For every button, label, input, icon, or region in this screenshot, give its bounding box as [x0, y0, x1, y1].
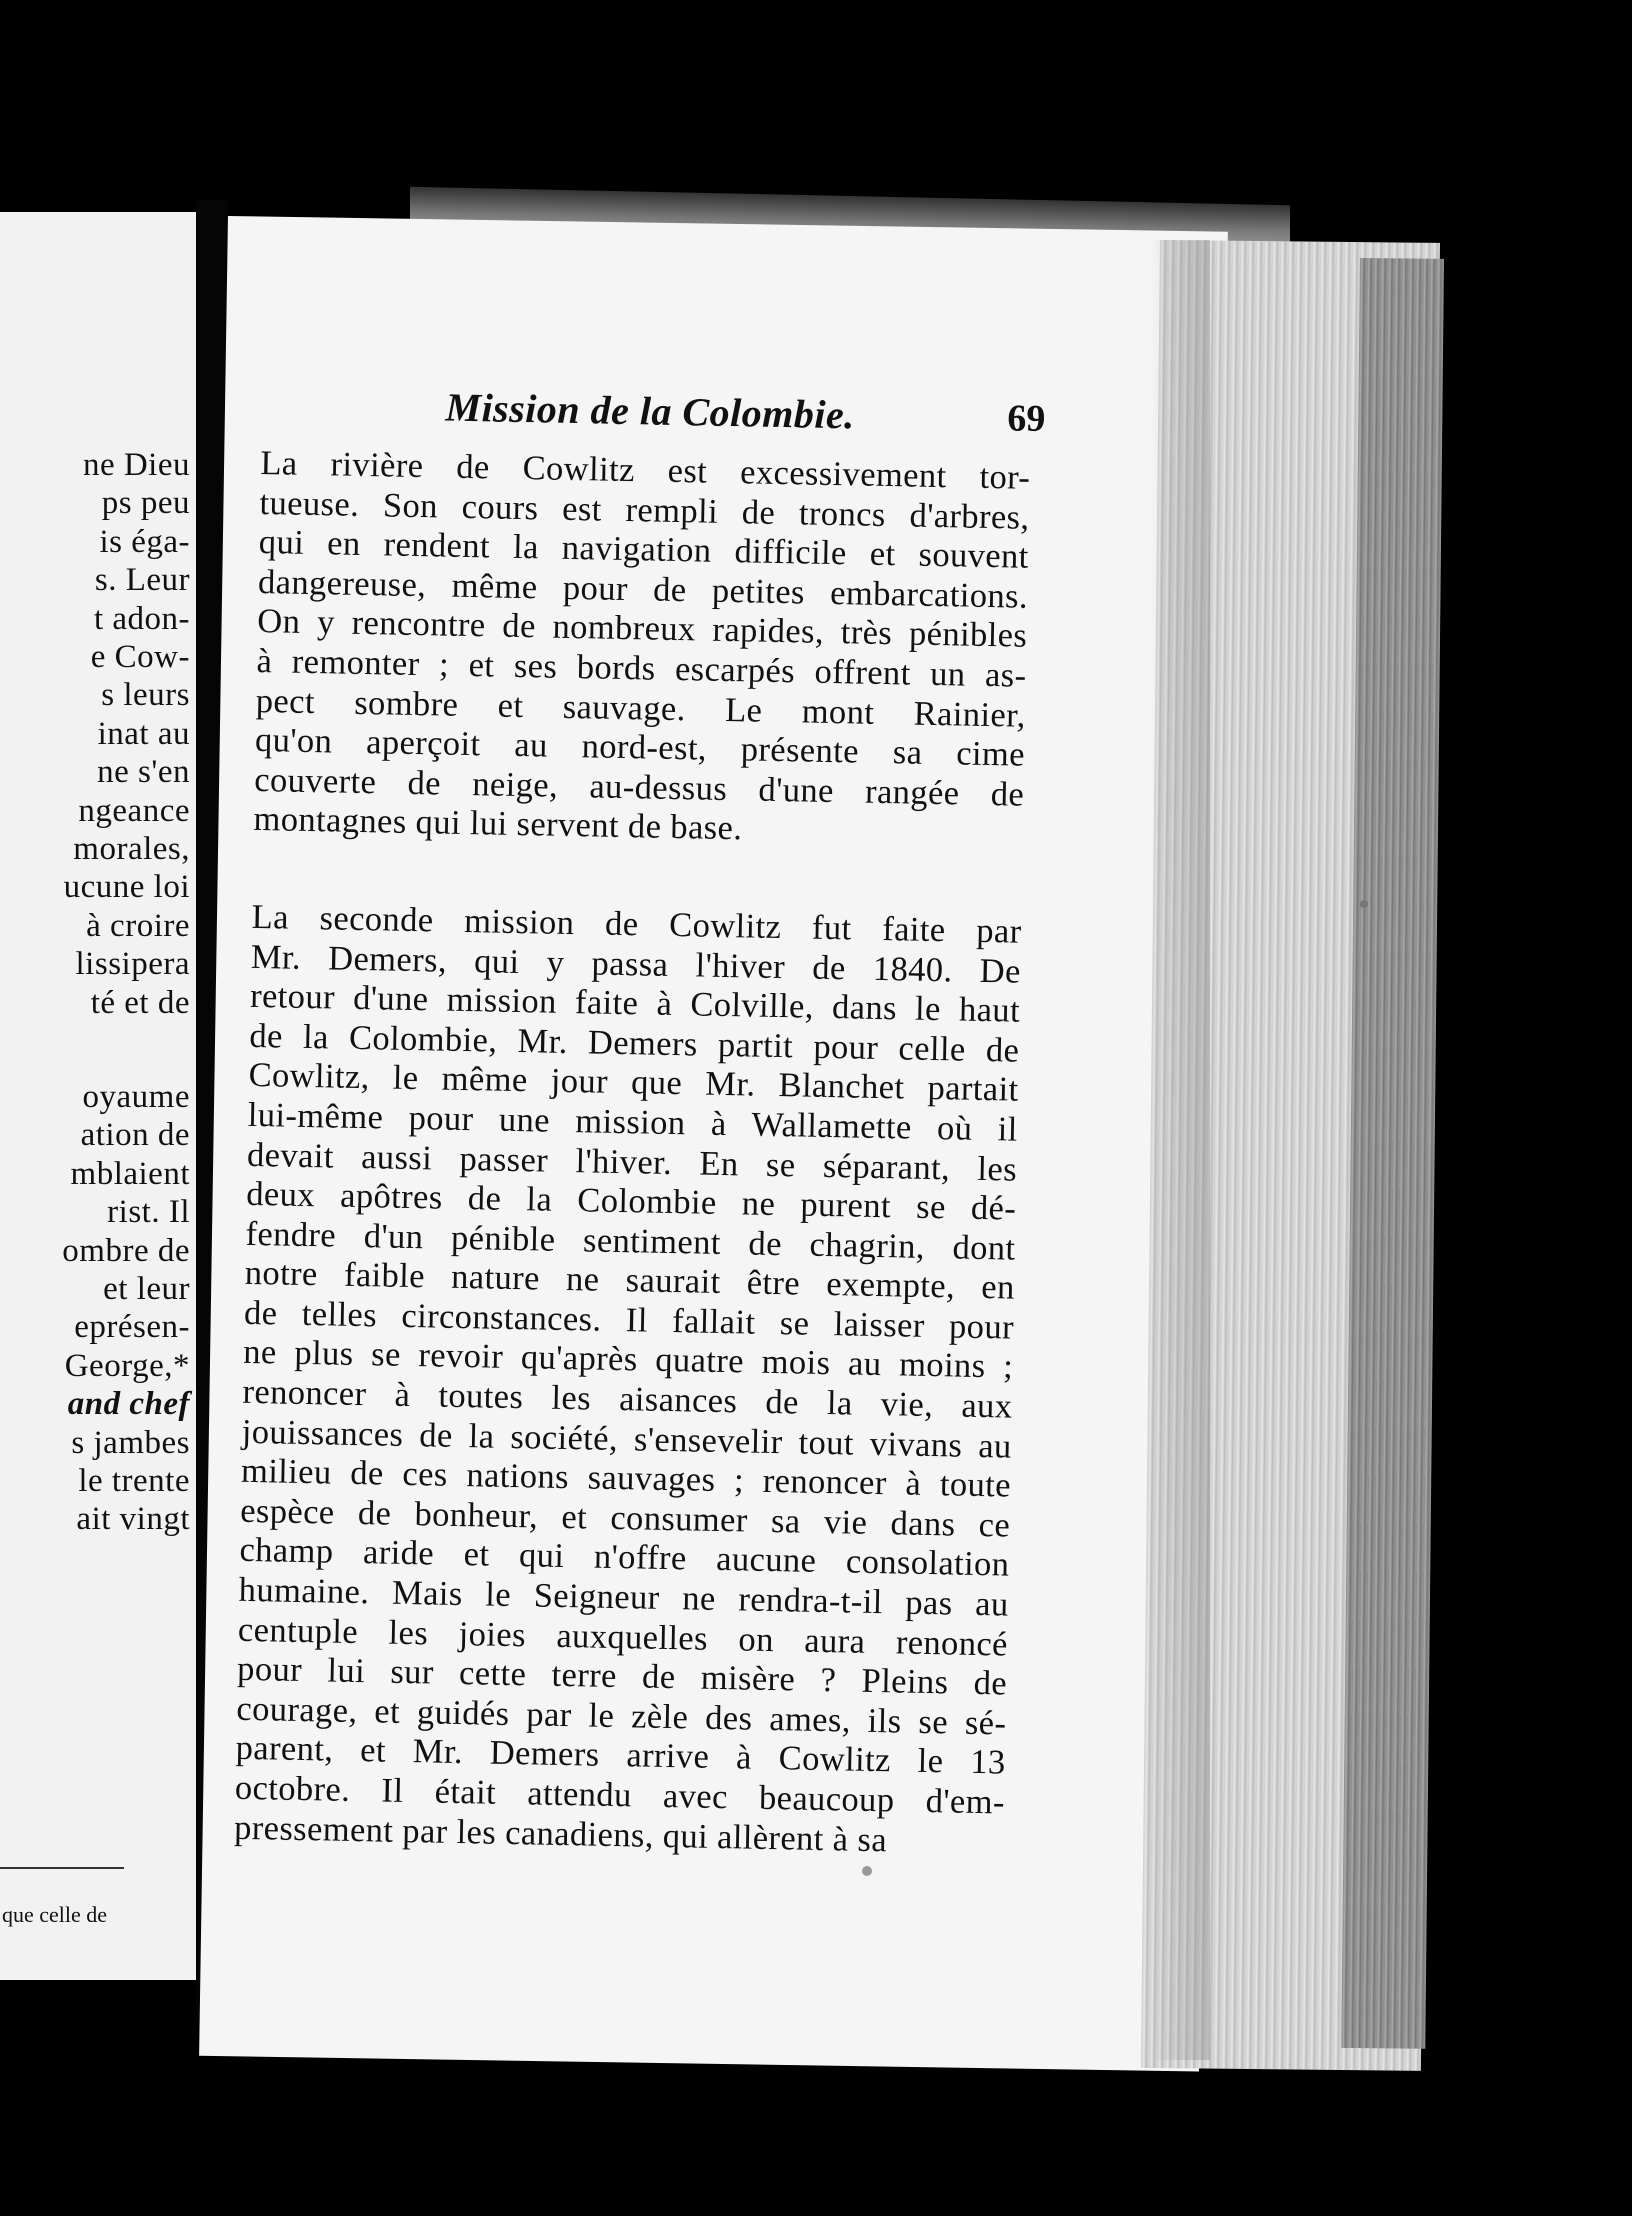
text-line: pect sombre et sauvage. Le mont Rainier,: [255, 681, 1027, 735]
left-page-line: ombre de: [62, 1232, 190, 1269]
right-page-text: [233, 380, 1046, 1863]
left-page-line: le trente: [78, 1463, 190, 1499]
left-page-line: and chef: [67, 1386, 190, 1423]
left-page-line: s. Leur: [94, 562, 190, 599]
left-page-line: à croire: [86, 907, 190, 944]
text-line: de telles circonstances. Il fallait se laisser pour: [243, 1293, 1015, 1347]
left-page-line: s jambes: [71, 1424, 190, 1461]
left-page-line: inat au: [97, 715, 190, 752]
text-line: qui en rendent la navigation difficile et souvent: [258, 523, 1030, 576]
left-page-line: ucune loi: [63, 869, 190, 906]
text-line: La rivière de Cowlitz est excessivement tor-: [260, 443, 1031, 497]
left-page-line: morales,: [73, 831, 190, 867]
left-page-line: rist. Il: [107, 1194, 190, 1231]
text-line: dangereuse, même pour de petites embarcations.: [257, 562, 1029, 616]
left-page-line: ne Dieu: [82, 447, 190, 483]
left-page-line: ne s'en: [97, 754, 190, 791]
text-line: Cowlitz, le même jour que Mr. Blanchet partait: [248, 1056, 1019, 1109]
left-page-line: ps peu: [101, 485, 190, 522]
text-line: renoncer à toutes les aisances de la vie, aux: [242, 1372, 1013, 1426]
text-line: centuple les joies auxquelles on aura renoncé: [237, 1610, 1009, 1664]
text-line: parent, et Mr. Demers arrive à Cowlitz le 13: [235, 1729, 1006, 1782]
text-line: deux apôtres de la Colombie ne purent se dé-: [246, 1174, 1017, 1228]
left-page-line: t adon-: [93, 600, 190, 637]
text-line: à remonter ; et ses bords escarpés offrent un as-: [256, 641, 1027, 695]
text-line: pressement par les canadiens, qui allèrent à sa: [233, 1808, 888, 1859]
page-curl-shadow: [1150, 240, 1210, 2060]
text-line: milieu de ces nations sauvages ; renoncer à toute: [240, 1452, 1012, 1505]
text-line: champ aride et qui n'offre aucune consolation: [239, 1531, 1010, 1585]
page-number: 69: [1006, 397, 1046, 441]
paragraph: [234, 898, 1022, 1863]
left-page-line: et leur: [103, 1271, 190, 1307]
text-line: espèce de bonheur, et consumer sa vie dans ce: [239, 1491, 1011, 1545]
text-line: de la Colombie, Mr. Demers partit pour celle de: [249, 1016, 1020, 1070]
body-text: [234, 444, 1031, 1863]
book-fore-edge-outer: [1341, 258, 1444, 2049]
text-line: octobre. Il était attendu avec beaucoup d'em-: [234, 1768, 1006, 1822]
text-line: notre faible nature ne saurait être exempte, en: [244, 1254, 1016, 1307]
footnote-rule: [0, 1867, 124, 1869]
paper-speck: [862, 1866, 872, 1876]
left-page-line: e Cow-: [90, 639, 190, 675]
paragraph: [253, 444, 1030, 855]
text-line: retour d'une mission faite à Colville, dans le haut: [249, 977, 1021, 1030]
running-head: Mission de la Colombie.: [445, 384, 856, 438]
text-line: devait aussi passer l'hiver. En se séparant, les: [246, 1135, 1018, 1189]
text-line: qu'on aperçoit au nord-est, présente sa cime: [254, 721, 1026, 774]
left-page-line: is éga-: [99, 523, 190, 560]
text-line: ne plus se revoir qu'après quatre mois au moins ;: [242, 1333, 1014, 1387]
text-line: montagnes qui lui servent de base.: [253, 800, 743, 848]
left-page: [0, 212, 196, 1980]
paper-speck: [1360, 900, 1368, 908]
left-page-line: té et de: [90, 984, 190, 1021]
left-page-line: s leurs: [101, 677, 190, 714]
text-line: jouissances de la société, s'ensevelir tout vivans au: [241, 1412, 1013, 1466]
left-page-line: ait vingt: [76, 1501, 190, 1538]
left-page-footnote: que celle de: [2, 1902, 108, 1927]
left-page-line: George,*: [64, 1347, 190, 1384]
left-page-line: ngeance: [78, 792, 190, 829]
text-line: lui-même pour une mission à Wallamette où il: [247, 1095, 1019, 1149]
text-line: La seconde mission de Cowlitz fut faite par: [251, 897, 1022, 951]
text-line: Mr. Demers, qui y passa l'hiver de 1840. De: [250, 937, 1022, 991]
left-page-line: eprésen-: [74, 1309, 190, 1346]
text-line: humaine. Mais le Seigneur ne rendra-t-il pas au: [238, 1570, 1009, 1624]
left-page-line: ation de: [80, 1117, 190, 1154]
left-page-line: oyaume: [82, 1079, 190, 1115]
text-line: fendre d'un pénible sentiment de chagrin, dont: [245, 1214, 1016, 1268]
left-page-line: lissipera: [75, 946, 190, 983]
text-line: couverte de neige, au-dessus d'une rangée de: [253, 760, 1025, 814]
left-page-line: mblaient: [70, 1155, 190, 1192]
text-line: On y rencontre de nombreux rapides, très pénibles: [257, 602, 1028, 656]
text-line: pour lui sur cette terre de misère ? Pleins de: [236, 1649, 1008, 1703]
text-line: tueuse. Son cours est rempli de troncs d'arbres,: [259, 483, 1030, 537]
text-line: courage, et guidés par le zèle des ames, ils se sé-: [236, 1689, 1007, 1743]
